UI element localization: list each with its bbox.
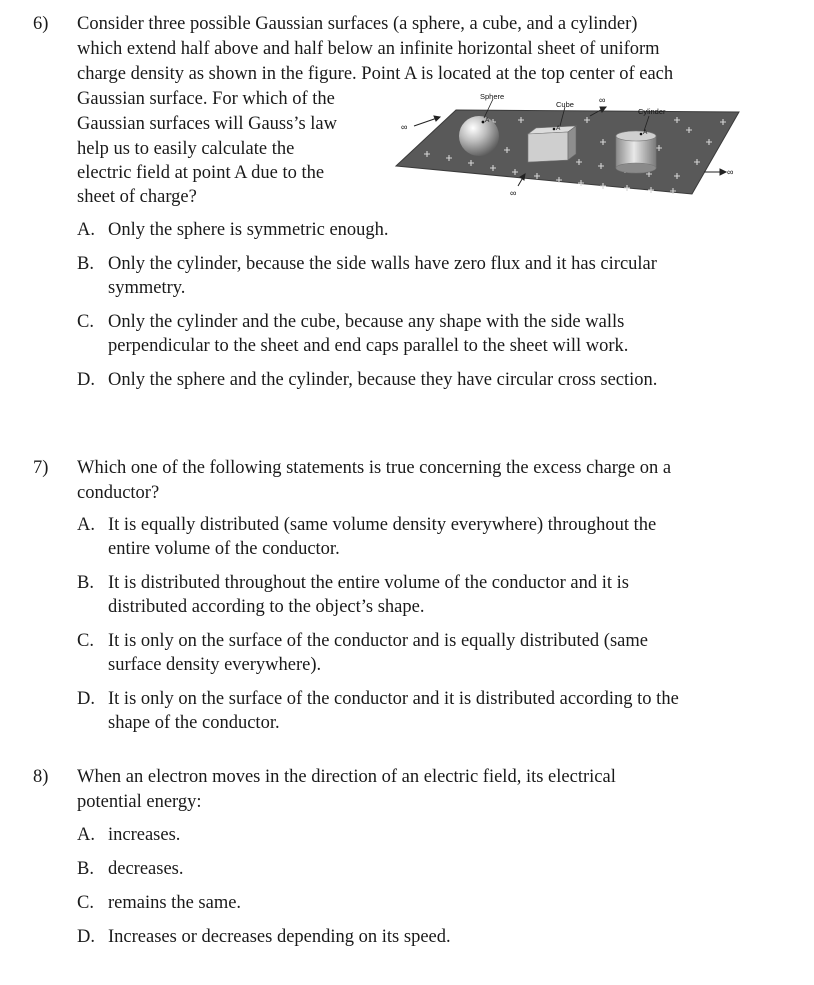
point-a-cube-label: A [556, 125, 561, 132]
question-8-option-d[interactable] [77, 925, 451, 950]
infinity-bottom: ∞ [510, 188, 517, 198]
question-8-number: 8) [33, 767, 49, 787]
point-a-sphere [482, 121, 485, 124]
question-6-text-line: Gaussian surfaces will Gauss’s law [77, 114, 337, 134]
question-6-number: 6) [33, 14, 49, 34]
cylinder-surface [616, 131, 656, 173]
question-6-text-line: Gaussian surface. For which of the [77, 89, 335, 109]
question-8-text-line: When an electron moves in the direction of an electric field, its electrical [77, 767, 616, 787]
question-7-option-a-cont: entire volume of the conductor. [108, 539, 340, 559]
option-text: It is only on the surface of the conductor and is equally distributed (same [108, 631, 648, 651]
question-6-text-line: Consider three possible Gaussian surfaces (a sphere, a cube, and a cylinder) [77, 14, 638, 34]
question-6-option-a[interactable] [77, 218, 389, 243]
option-text: It is distributed throughout the entire volume of the conductor and it is [108, 573, 629, 593]
question-7-option-b[interactable] [77, 571, 629, 596]
option-letter: C. [77, 893, 94, 913]
question-8-option-b[interactable] [77, 857, 184, 882]
question-7-option-c-cont: surface density everywhere). [108, 655, 322, 675]
cylinder-label: Cylinder [638, 107, 666, 116]
question-7-option-d[interactable] [77, 687, 679, 712]
infinity-left: ∞ [401, 122, 408, 132]
option-text: It is equally distributed (same volume density everywhere) throughout the [108, 515, 657, 535]
question-7-option-d-cont: shape of the conductor. [108, 713, 280, 733]
point-a-cube [553, 128, 556, 131]
option-text: Only the cylinder and the cube, because any shape with the side walls [108, 312, 625, 332]
question-6-text-line: help us to easily calculate the [77, 139, 295, 159]
infinity-top: ∞ [599, 95, 606, 105]
question-7-text-line: Which one of the following statements is true concerning the excess charge on a [77, 458, 672, 478]
option-text: Only the sphere and the cylinder, because they have circular cross section. [108, 370, 658, 390]
option-text: remains the same. [108, 893, 242, 913]
option-letter: B. [77, 859, 94, 879]
option-letter: A. [77, 515, 95, 535]
cube-surface [528, 126, 576, 162]
option-letter: D. [77, 370, 95, 390]
question-8-option-c[interactable] [77, 891, 241, 916]
question-6-option-c[interactable] [77, 310, 624, 335]
question-8-option-a[interactable] [77, 823, 180, 848]
question-6-option-d[interactable] [77, 368, 657, 393]
cube-label: Cube [556, 100, 574, 109]
option-text: decreases. [108, 859, 184, 879]
gaussian-surfaces-figure [394, 90, 746, 208]
option-text: Increases or decreases depending on its speed. [108, 927, 451, 947]
option-letter: A. [77, 825, 95, 845]
option-letter: B. [77, 573, 94, 593]
question-6-text-line: charge density as shown in the figure. Point A is located at the top center of each [77, 64, 674, 84]
question-7-number: 7) [33, 458, 49, 478]
sphere-surface [459, 116, 499, 156]
point-a-cylinder [640, 133, 643, 136]
option-letter: C. [77, 312, 94, 332]
question-7-option-b-cont: distributed according to the object’s shape. [108, 597, 425, 617]
question-7-option-c[interactable] [77, 629, 648, 654]
infinity-right: ∞ [727, 167, 734, 177]
option-letter: D. [77, 689, 95, 709]
question-6-option-b-cont: symmetry. [108, 278, 186, 298]
question-7-option-a[interactable] [77, 513, 656, 538]
question-6-text-line: sheet of charge? [77, 187, 197, 207]
option-letter: B. [77, 254, 94, 274]
option-letter: D. [77, 927, 95, 947]
option-letter: C. [77, 631, 94, 651]
question-6-option-b[interactable] [77, 252, 657, 277]
question-7-text-line: conductor? [77, 483, 160, 503]
option-text: Only the sphere is symmetric enough. [108, 220, 389, 240]
option-text: increases. [108, 825, 181, 845]
question-8-text-line: potential energy: [77, 792, 202, 812]
option-letter: A. [77, 220, 95, 240]
question-6-option-c-cont: perpendicular to the sheet and end caps parallel to the sheet will work. [108, 336, 629, 356]
question-6-text-line: electric field at point A due to the [77, 163, 325, 183]
point-a-cylinder-label: A [643, 129, 648, 136]
option-text: Only the cylinder, because the side walls have zero flux and it has circular [108, 254, 657, 274]
option-text: It is only on the surface of the conductor and it is distributed according to the [108, 689, 679, 709]
question-6-text-line: which extend half above and half below an infinite horizontal sheet of uniform [77, 39, 660, 59]
point-a-sphere-label: A [485, 117, 490, 124]
sphere-label: Sphere [480, 92, 505, 101]
